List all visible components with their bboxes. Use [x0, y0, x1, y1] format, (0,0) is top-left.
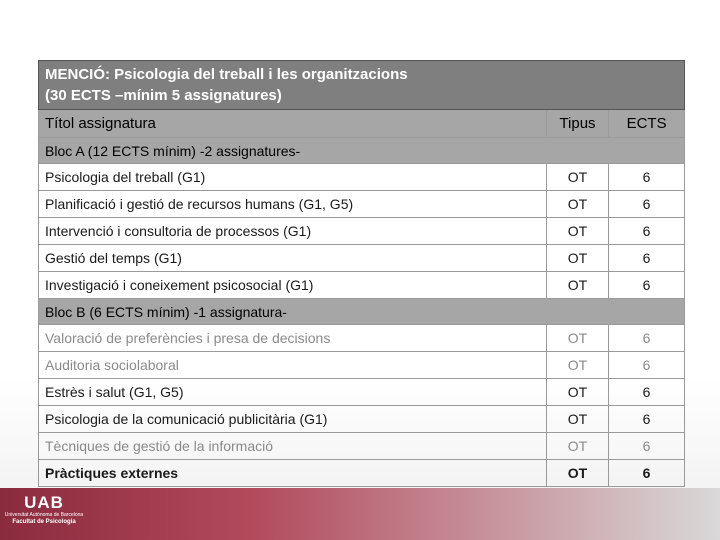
table-row — [39, 164, 685, 191]
course-type: OT — [546, 325, 608, 352]
course-name: Gestió del temps (G1) — [39, 245, 547, 272]
course-name: Valoració de preferències i presa de decisions — [39, 325, 547, 352]
header-ects: ECTS — [609, 110, 685, 138]
bloc-a-label: Bloc A (12 ECTS mínim) -2 assignatures- — [39, 138, 685, 164]
header-name: Títol assignatura — [39, 110, 547, 138]
table-row — [39, 460, 685, 487]
course-type: OT — [546, 272, 608, 299]
bloc-b-row — [39, 299, 685, 325]
course-name: Pràctiques externes — [39, 460, 547, 487]
table-row — [39, 245, 685, 272]
course-type: OT — [546, 245, 608, 272]
course-name: Investigació i coneixement psicosocial (G1) — [39, 272, 547, 299]
course-ects: 6 — [609, 460, 685, 487]
uab-logo-faculty: Facultat de Psicologia — [12, 519, 76, 525]
header-type: Tipus — [546, 110, 608, 138]
uab-logo — [4, 492, 84, 536]
courses-table — [38, 60, 685, 487]
course-name: Psicologia de la comunicació publicitària (G1) — [39, 406, 547, 433]
course-name: Intervenció i consultoria de processos (G1) — [39, 218, 547, 245]
table-row — [39, 218, 685, 245]
table-title-row — [39, 61, 685, 110]
course-name: Auditoria sociolaboral — [39, 352, 547, 379]
footer-band — [0, 488, 720, 540]
course-ects: 6 — [609, 164, 685, 191]
course-name: Planificació i gestió de recursos humans (G1, G5) — [39, 191, 547, 218]
course-ects: 6 — [609, 218, 685, 245]
table-title — [39, 61, 685, 110]
table-row — [39, 352, 685, 379]
uab-logo-mark: UAB — [24, 493, 64, 512]
course-ects: 6 — [609, 406, 685, 433]
table-title-line2: (30 ECTS –mínim 5 assignatures) — [45, 87, 282, 104]
course-type: OT — [546, 406, 608, 433]
course-name: Estrès i salut (G1, G5) — [39, 379, 547, 406]
course-type: OT — [546, 164, 608, 191]
course-ects: 6 — [609, 191, 685, 218]
course-type: OT — [546, 460, 608, 487]
table-row — [39, 379, 685, 406]
course-type: OT — [546, 218, 608, 245]
table-header-row — [39, 110, 685, 138]
uab-logo-university: Universitat Autònoma de Barcelona — [4, 512, 84, 518]
table-row — [39, 191, 685, 218]
course-ects: 6 — [609, 352, 685, 379]
course-type: OT — [546, 433, 608, 460]
table-title-line1: MENCIÓ: Psicologia del treball i les organitzacions — [45, 66, 408, 83]
course-type: OT — [546, 191, 608, 218]
course-type: OT — [546, 352, 608, 379]
course-name: Psicologia del treball (G1) — [39, 164, 547, 191]
course-ects: 6 — [609, 325, 685, 352]
table-row — [39, 272, 685, 299]
table-row — [39, 433, 685, 460]
course-ects: 6 — [609, 379, 685, 406]
course-type: OT — [546, 379, 608, 406]
course-ects: 6 — [609, 433, 685, 460]
course-ects: 6 — [609, 272, 685, 299]
bloc-b-label: Bloc B (6 ECTS mínim) -1 assignatura- — [39, 299, 685, 325]
course-ects: 6 — [609, 245, 685, 272]
table-row — [39, 325, 685, 352]
course-name: Tècniques de gestió de la informació — [39, 433, 547, 460]
bloc-a-row — [39, 138, 685, 164]
table-row — [39, 406, 685, 433]
